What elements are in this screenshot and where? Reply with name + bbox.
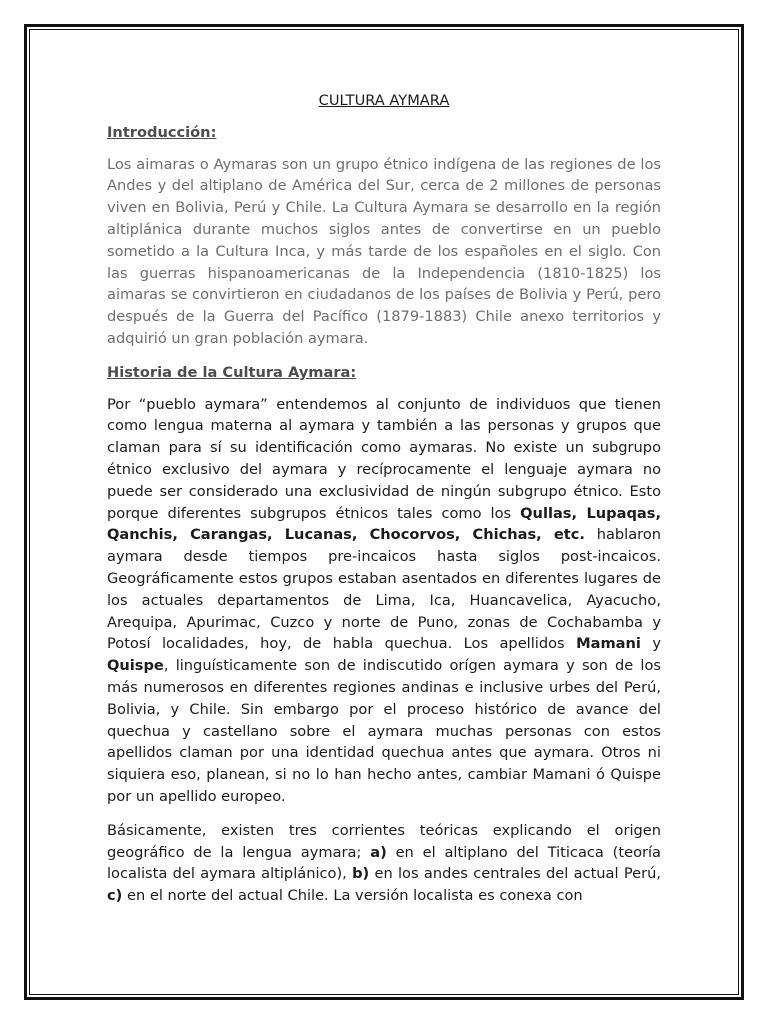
historia-p2-bold-a: a): [370, 843, 387, 861]
historia-p1-bold-mamani: Mamani: [576, 635, 641, 653]
document-title: CULTURA AYMARA: [318, 92, 450, 109]
historia-p1-text-c: , linguísticamente son de indiscutido orígen aymara y son de los más numerosos en diferentes regiones andinas e inclusive urbes del Perú, Bolivia, y Chile. Sin embargo por el proceso histórico de avance del quechua y castellano sobre el aymara muchas personas con estos apellidos claman por una identidad quechua antes que aymara. Otros ni siquiera eso, planean, si no lo han hecho antes, cambiar Mamani ó Quispe por un apellido europeo.: [107, 657, 661, 805]
historia-paragraph-1: [107, 394, 661, 808]
introduccion-paragraph: Los aimaras o Aymaras son un grupo étnico indígena de las regiones de los Andes y del altiplano de América del Sur, cerca de 2 millones de personas viven en Bolivia, Perú y Chile. La Cultura Aymara se desarrollo en la región altiplánica durante muchos siglos antes de convertirse en un pueblo sometido a la Cultura Inca, y más tarde de los españoles en el siglo. Con las guerras hispanoamericanas de la Independencia (1810-1825) los aimaras se convirtieron en ciudadanos de los países de Bolivia y Perú, pero después de la Guerra del Pacífico (1879-1883) Chile anexo territorios y adquirió un gran población aymara.: [107, 155, 661, 347]
historia-p1-text-b: hablaron aymara desde tiempos pre-incaicos hasta siglos post-incaicos. Geográficamente estos grupos estaban asentados en diferentes lugares de los actuales departamentos de Lima, Ica, Huancavelica, Ayacucho, Arequipa, Apurimac, Cuzco y norte de Puno, zonas de Cochabamba y Potosí localidades, hoy, de habla quechua. Los apellidos: [107, 526, 661, 653]
historia-p2-text-b: en el altiplano del Titicaca (teoría localista del aymara altiplánico),: [107, 843, 662, 883]
historia-p1-bold-quispe: Quispe: [107, 657, 164, 675]
historia-p1-text-y: y: [640, 635, 661, 653]
historia-p2-text-d: en el norte del actual Chile. La versión localista es conexa con: [122, 887, 583, 905]
historia-heading: Historia de la Cultura Aymara:: [107, 363, 357, 381]
historia-p2-bold-b: b): [352, 865, 370, 883]
document-body: [107, 90, 661, 919]
historia-p2-text-a: Básicamente, existen tres corrientes teóricas explicando el origen geográfico de la lengua aymara;: [107, 821, 661, 861]
historia-paragraph-2: [107, 820, 661, 907]
historia-p2-bold-c: c): [107, 887, 123, 905]
historia-p2-text-c: en los andes centrales del actual Perú,: [369, 865, 661, 883]
introduccion-heading: Introducción:: [107, 123, 217, 141]
historia-p1-bold-groups: Qullas, Lupaqas, Qanchis, Carangas, Lucanas, Chocorvos, Chichas, etc.: [107, 504, 662, 544]
historia-p1-text-a: Por “pueblo aymara” entendemos al conjunto de individuos que tienen como lengua materna al aymara y también a las personas y grupos que claman para sí su identificación como aymaras. No existe un subgrupo étnico exclusivo del aymara y recíprocamente el lenguaje aymara no puede ser considerado una exclusividad de ningún subgrupo étnico. Esto porque diferentes subgrupos étnicos tales como los: [107, 395, 661, 522]
